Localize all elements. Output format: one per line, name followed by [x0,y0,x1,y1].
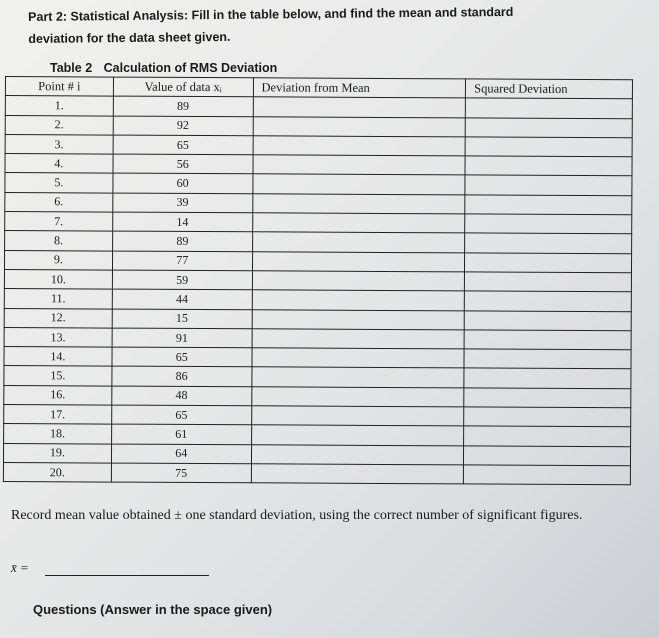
value-cell: 64 [111,444,251,464]
value-cell: 89 [112,231,252,251]
point-cell: 9. [4,250,112,270]
squared-deviation-cell[interactable] [464,446,631,466]
squared-deviation-cell[interactable] [465,195,632,215]
point-cell: 7. [5,212,113,232]
header-deviation: Deviation from Mean [253,78,466,98]
squared-deviation-cell[interactable] [465,272,632,292]
deviation-cell[interactable] [252,348,465,368]
table-label: Table 2 [50,61,93,75]
deviation-cell[interactable] [252,194,465,214]
squared-deviation-cell[interactable] [464,407,631,427]
point-cell: 11. [4,289,112,309]
squared-deviation-cell[interactable] [465,137,632,157]
value-cell: 65 [112,347,252,367]
table-row [3,462,630,485]
value-cell: 44 [112,289,252,309]
value-cell: 14 [113,212,253,232]
rms-deviation-table [3,76,633,486]
instructions-line-1: Part 2: Statistical Analysis: Fill in the table below, and find the mean and standard [28,4,514,24]
value-cell: 61 [111,424,251,444]
deviation-cell[interactable] [252,213,465,233]
point-cell: 12. [4,308,112,328]
deviation-cell[interactable] [251,406,464,426]
point-cell: 17. [4,405,112,425]
deviation-cell[interactable] [253,155,466,175]
deviation-cell[interactable] [252,329,465,349]
value-cell: 39 [113,193,253,213]
value-cell: 60 [113,174,253,194]
value-cell: 75 [111,463,251,483]
point-cell: 5. [5,173,113,193]
value-cell: 92 [113,116,253,136]
mean-label: x̄ = [11,560,29,575]
value-cell: 65 [113,135,253,155]
squared-deviation-cell[interactable] [465,175,632,195]
point-cell: 13. [4,327,112,347]
header-value: Value of data xᵢ [113,77,253,97]
squared-deviation-cell[interactable] [465,214,632,234]
deviation-cell[interactable] [252,290,465,310]
value-cell: 86 [112,367,252,387]
squared-deviation-cell[interactable] [466,98,633,118]
instructions [28,0,628,50]
deviation-cell[interactable] [252,232,465,252]
squared-deviation-cell[interactable] [465,118,632,138]
deviation-cell[interactable] [251,367,464,387]
point-cell: 4. [5,154,113,174]
value-cell: 89 [113,96,253,116]
squared-deviation-cell[interactable] [464,388,631,408]
deviation-cell[interactable] [251,387,464,407]
point-cell: 2. [5,115,113,135]
questions-heading: Questions (Answer in the space given) [33,602,273,617]
point-cell: 6. [5,192,113,212]
deviation-cell[interactable] [253,116,466,136]
deviation-cell[interactable] [252,174,465,194]
value-cell: 15 [112,309,252,329]
value-cell: 59 [112,270,252,290]
deviation-cell[interactable] [253,136,466,156]
deviation-cell[interactable] [252,251,465,271]
squared-deviation-cell[interactable] [465,156,632,176]
instructions-line-2: deviation for the data sheet given. [28,29,231,46]
squared-deviation-cell[interactable] [464,349,631,369]
deviation-cell[interactable] [252,309,465,329]
deviation-cell[interactable] [251,425,464,445]
point-cell: 14. [4,347,112,367]
squared-deviation-cell[interactable] [465,233,632,253]
value-cell: 91 [112,328,252,348]
squared-deviation-cell[interactable] [464,310,631,330]
point-cell: 15. [4,366,112,386]
point-cell: 16. [4,385,112,405]
mean-answer-blank[interactable] [45,575,209,576]
header-squared-deviation: Squared Deviation [466,79,633,99]
value-cell: 77 [112,251,252,271]
table-caption: Calculation of RMS Deviation [103,61,278,75]
point-cell: 18. [4,424,112,444]
point-cell: 1. [5,96,113,116]
point-cell: 3. [5,134,113,154]
point-cell: 10. [4,269,112,289]
table-title [50,61,285,75]
deviation-cell[interactable] [252,271,465,291]
record-instruction: Record mean value obtained ± one standard deviation, using the correct number of significant figures. [11,508,583,523]
deviation-cell[interactable] [251,464,464,484]
value-cell: 48 [112,386,252,406]
point-cell: 20. [3,462,111,482]
squared-deviation-cell[interactable] [464,368,631,388]
point-cell: 8. [5,231,113,251]
squared-deviation-cell[interactable] [464,291,631,311]
squared-deviation-cell[interactable] [464,330,631,350]
deviation-cell[interactable] [253,97,466,117]
squared-deviation-cell[interactable] [464,465,631,485]
value-cell: 56 [113,154,253,174]
header-point: Point # i [5,77,113,97]
squared-deviation-cell[interactable] [465,253,632,273]
value-cell: 65 [112,405,252,425]
point-cell: 19. [3,443,111,463]
deviation-cell[interactable] [251,444,464,464]
squared-deviation-cell[interactable] [464,426,631,446]
